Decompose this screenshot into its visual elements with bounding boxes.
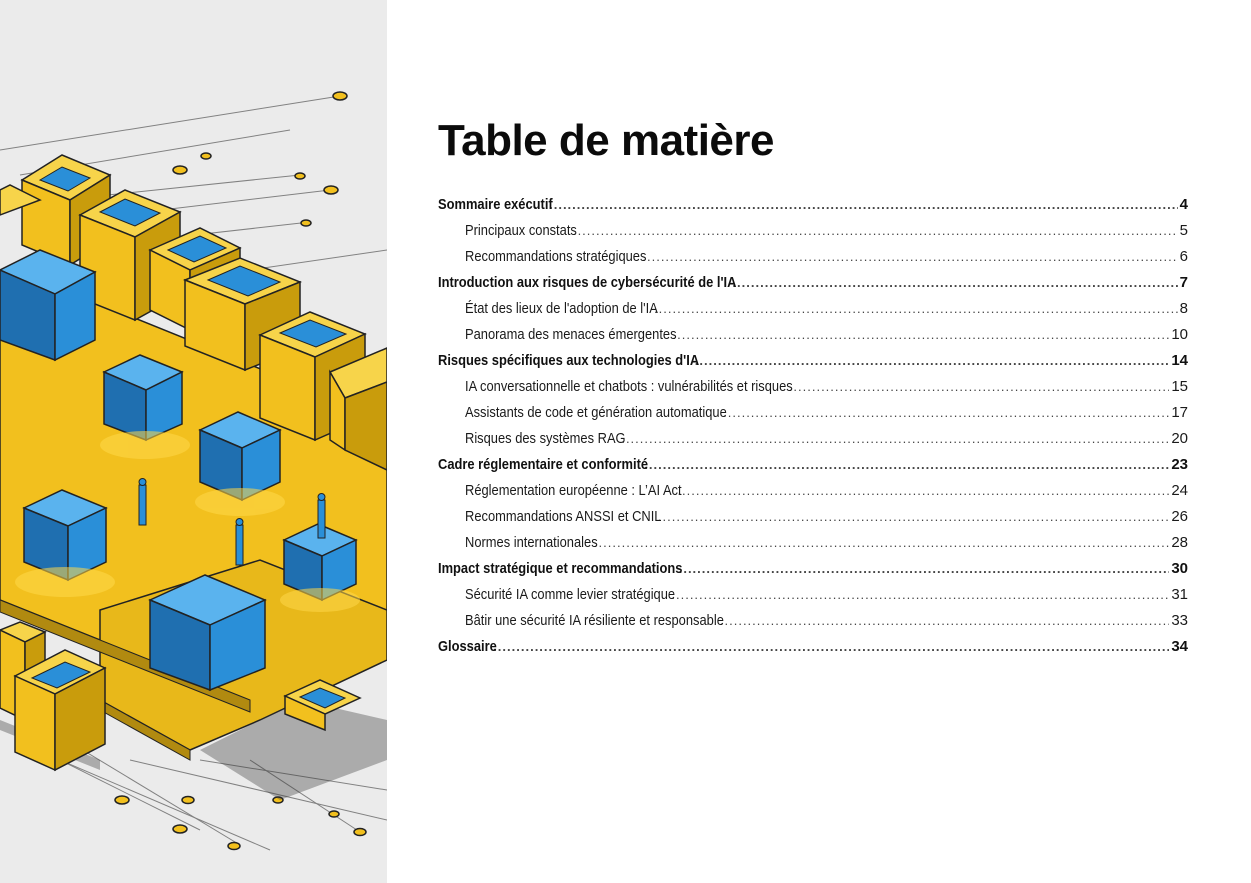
toc-entry-subsection[interactable] (438, 530, 1188, 556)
toc-entry-page-number: 28 (1171, 534, 1188, 551)
toc-entry-section[interactable] (438, 634, 1188, 660)
toc-leader-dots (673, 322, 1170, 348)
toc-entry-label: Assistants de code et génération automatique (465, 404, 727, 421)
toc-entry-label: Sécurité IA comme levier stratégique (465, 586, 676, 603)
toc-leader-dots (677, 478, 1169, 504)
toc-leader-dots (658, 504, 1169, 530)
page-title: Table de matière (438, 116, 774, 165)
table-of-contents (438, 192, 1188, 660)
toc-entry-label: État des lieux de l'adoption de l'IA (465, 300, 658, 317)
toc-leader-dots (679, 556, 1170, 582)
toc-entry-label: Bâtir une sécurité IA résiliente et responsable (465, 612, 724, 629)
toc-entry-subsection[interactable] (438, 582, 1188, 608)
toc-entry-section[interactable] (438, 192, 1188, 218)
toc-entry-label: Cadre réglementaire et conformité (438, 456, 649, 473)
toc-entry-subsection[interactable] (438, 504, 1188, 530)
toc-leader-dots (671, 582, 1169, 608)
toc-entry-label: Principaux constats (465, 222, 577, 239)
toc-entry-label: Panorama des menaces émergentes (465, 326, 677, 343)
cover-illustration (0, 0, 387, 883)
toc-entry-label: Recommandations ANSSI et CNIL (465, 508, 662, 525)
toc-entry-subsection[interactable] (438, 218, 1188, 244)
toc-entry-label: Risques spécifiques aux technologies d'IA (438, 352, 700, 369)
toc-entry-page-number: 15 (1171, 378, 1188, 395)
toc-leader-dots (621, 426, 1169, 452)
toc-leader-dots (695, 348, 1170, 374)
toc-entry-label: Normes internationales (465, 534, 598, 551)
toc-entry-page-number: 26 (1171, 508, 1188, 525)
toc-section (438, 112, 1188, 660)
isometric-datacenter-illustration (0, 0, 387, 883)
toc-entry-page-number: 31 (1171, 586, 1188, 603)
toc-leader-dots (732, 270, 1177, 296)
toc-entry-label: Impact stratégique et recommandations (438, 560, 683, 577)
toc-entry-subsection[interactable] (438, 478, 1188, 504)
toc-entry-page-number: 6 (1179, 248, 1188, 265)
toc-entry-label: Introduction aux risques de cybersécurité de l'IA (438, 274, 737, 291)
toc-entry-page-number: 24 (1171, 482, 1188, 499)
toc-entry-label: Réglementation européenne : L’AI Act (465, 482, 682, 499)
toc-entry-page-number: 4 (1179, 196, 1188, 213)
toc-entry-label: Recommandations stratégiques (465, 248, 647, 265)
toc-entry-page-number: 10 (1171, 326, 1188, 343)
toc-entry-section[interactable] (438, 556, 1188, 582)
toc-leader-dots (654, 296, 1178, 322)
toc-leader-dots (573, 218, 1178, 244)
toc-entry-page-number: 7 (1179, 274, 1188, 291)
toc-entry-page-number: 5 (1179, 222, 1188, 239)
toc-entry-section[interactable] (438, 452, 1188, 478)
toc-entry-section[interactable] (438, 348, 1188, 374)
toc-entry-page-number: 33 (1171, 612, 1188, 629)
toc-leader-dots (549, 192, 1178, 218)
toc-entry-page-number: 20 (1171, 430, 1188, 447)
toc-entry-subsection[interactable] (438, 244, 1188, 270)
toc-entry-page-number: 34 (1171, 638, 1188, 655)
toc-entry-subsection[interactable] (438, 322, 1188, 348)
toc-leader-dots (594, 530, 1169, 556)
toc-entry-subsection[interactable] (438, 296, 1188, 322)
toc-leader-dots (644, 452, 1169, 478)
toc-entry-section[interactable] (438, 270, 1188, 296)
toc-entry-subsection[interactable] (438, 608, 1188, 634)
toc-entry-label: Sommaire exécutif (438, 196, 553, 213)
toc-entry-page-number: 23 (1171, 456, 1188, 473)
toc-leader-dots (789, 374, 1170, 400)
toc-leader-dots (723, 400, 1169, 426)
toc-entry-subsection[interactable] (438, 426, 1188, 452)
toc-leader-dots (720, 608, 1169, 634)
toc-entry-subsection[interactable] (438, 400, 1188, 426)
toc-entry-page-number: 30 (1171, 560, 1188, 577)
toc-entry-label: Glossaire (438, 638, 497, 655)
toc-entry-page-number: 8 (1179, 300, 1188, 317)
toc-entry-subsection[interactable] (438, 374, 1188, 400)
toc-entry-page-number: 14 (1171, 352, 1188, 369)
toc-leader-dots (642, 244, 1177, 270)
toc-entry-page-number: 17 (1171, 404, 1188, 421)
toc-entry-label: Risques des systèmes RAG (465, 430, 626, 447)
toc-leader-dots (493, 634, 1169, 660)
toc-entry-label: IA conversationnelle et chatbots : vulnérabilités et risques (465, 378, 793, 395)
